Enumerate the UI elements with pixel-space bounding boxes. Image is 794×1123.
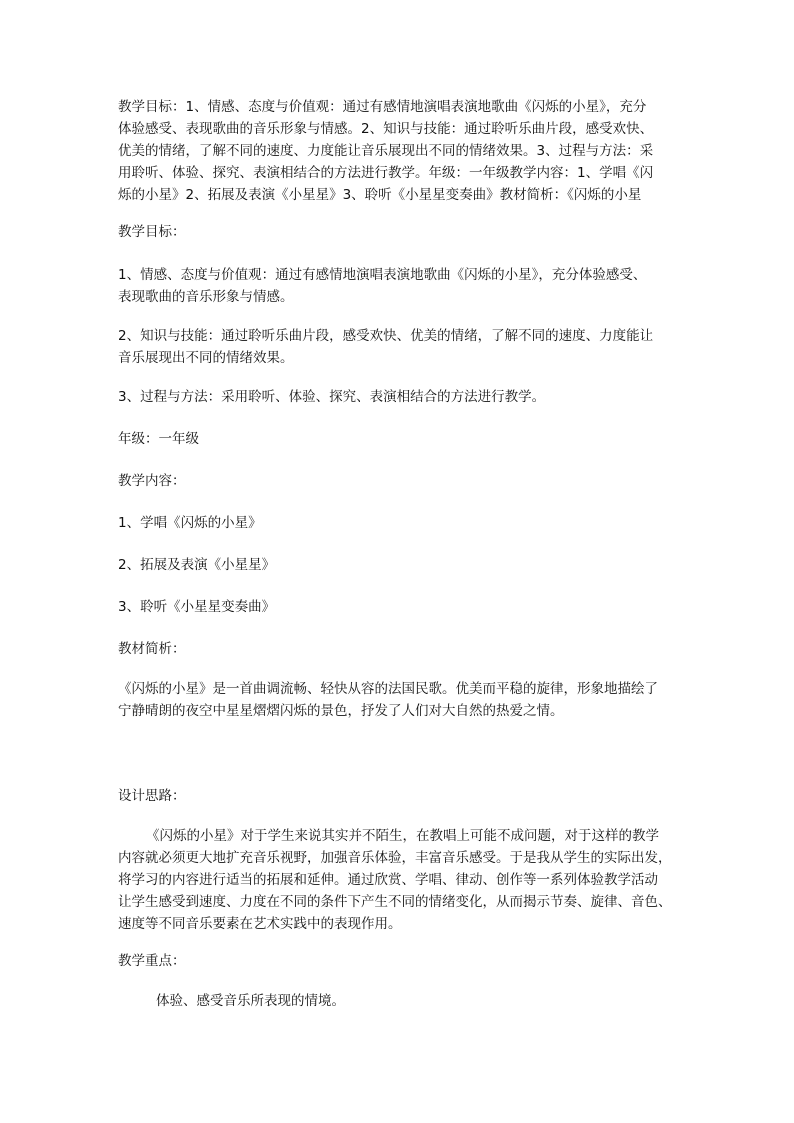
key-points-text: 体验、感受音乐所表现的情境。 bbox=[156, 993, 345, 1009]
analysis-paragraph: 《闪烁的小星》是一首曲调流畅、轻快从容的法国民歌。优美而平稳的旋律，形象地描绘了 宁静晴朗的夜空中星星熠熠闪烁的景色，抒发了人们对大自然的热爱之情。 bbox=[118, 681, 658, 719]
design-paragraph: 《闪烁的小星》对于学生来说其实并不陌生，在教唱上可能不成问题，对于这样的教学 内容就必须更大地扩充音乐视野，加强音乐体验，丰富音乐感受。于是我从学生的实际出发， 将学习的内容进行适当的拓展和延伸。通过欣赏、学唱、律动、创作等一系列体验教学活动 让学生感受到速度、力度在不同的条件下产生不同的情绪变化，从而揭示节奏、旋律、音色、 速度等不同音乐要素在艺术实践中的表现作用。 bbox=[118, 828, 672, 932]
summary-line: 用聆听、体验、探究、表演相结合的方法进行教学。年级：一年级教学内容：1、学唱《闪 bbox=[118, 165, 654, 181]
summary-line: 教学目标：1、情感、态度与价值观：通过有感情地演唱表演地歌曲《闪烁的小星》，充分 bbox=[118, 99, 647, 115]
content-item-3: 3、聆听《小星星变奏曲》 bbox=[118, 599, 276, 615]
goal-item-3: 3、过程与方法：采用聆听、体验、探究、表演相结合的方法进行教学。 bbox=[118, 389, 546, 405]
summary-line: 体验感受、表现歌曲的音乐形象与情感。2、知识与技能：通过聆听乐曲片段，感受欢快、 bbox=[118, 121, 654, 137]
analysis-heading: 教材简析： bbox=[118, 641, 186, 657]
content-item-1: 1、学唱《闪烁的小星》 bbox=[118, 515, 262, 531]
goals-heading: 教学目标： bbox=[118, 224, 186, 240]
key-points-heading: 教学重点： bbox=[118, 953, 186, 969]
content-heading: 教学内容： bbox=[118, 473, 186, 489]
goal-item-2: 2、知识与技能：通过聆听乐曲片段，感受欢快、优美的情绪，了解不同的速度、力度能让 音乐展现出不同的情绪效果。 bbox=[118, 328, 654, 366]
summary-paragraph bbox=[118, 96, 678, 206]
grade-line: 年级：一年级 bbox=[118, 431, 199, 447]
content-item-2: 2、拓展及表演《小星星》 bbox=[118, 557, 276, 573]
goal-item-1: 1、情感、态度与价值观：通过有感情地演唱表演地歌曲《闪烁的小星》，充分体验感受、 表现歌曲的音乐形象与情感。 bbox=[118, 267, 647, 305]
design-heading: 设计思路： bbox=[118, 788, 186, 804]
summary-line: 烁的小星》2、拓展及表演《小星星》3、聆听《小星星变奏曲》教材简析：《闪烁的小星 bbox=[118, 187, 642, 203]
summary-line: 优美的情绪，了解不同的速度、力度能让音乐展现出不同的情绪效果。3、过程与方法：采 bbox=[118, 143, 654, 159]
